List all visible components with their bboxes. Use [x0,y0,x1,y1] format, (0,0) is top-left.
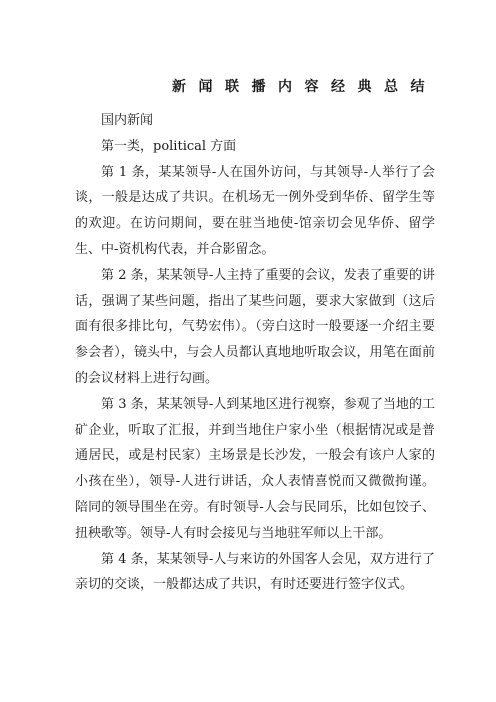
paragraph-1: 第 1 条，某某领导-人在国外访问，与其领导-人举行了会谈，一般是达成了共识。在机场无一例外受到华侨、留学生等的欢迎。在访问期间，要在驻当地使-馆亲切会见华侨、留学生、中-资机构代表，并合影留念。 [75,164,435,257]
document-body [75,108,435,598]
section-heading: 国内新闻 [101,113,154,128]
paragraph-2: 第 2 条，某某领导-人主持了重要的会议，发表了重要的讲话，强调了某些问题，指出了某些问题，要求大家做到（这后面有很多排比句，气势宏伟）。（旁白这时一般要逐一介绍主要参会者），镜头中，与会人员都认真地地听取会议，用笔在面前的会议材料上进行勾画。 [75,267,435,386]
paragraph-4: 第 4 条，某某领导-人与来访的外国客人会见，双方进行了亲切的交谈，一般都达成了共识，有时还要进行签字仪式。 [75,551,435,593]
category-heading: 第一类，political 方面 [101,138,237,154]
paragraph-3: 第 3 条，某某领导-人到某地区进行视察，参观了当地的工矿企业，听取了汇报，并到当地住户家小坐（根据情况或是普通居民，或是村民家）主场景是长沙发，一般会有该户人家的小孩在坐），领导-人进行讲话，众人表情喜悦而又微微拘谨。陪同的领导围坐在旁。有时领导-人会与民同乐，比如包饺子、扭秧歌等。领导-人有时会接见与当地驻军师以上干部。 [75,396,435,541]
document-title: 新闻联播内容经典总结 [172,79,437,95]
